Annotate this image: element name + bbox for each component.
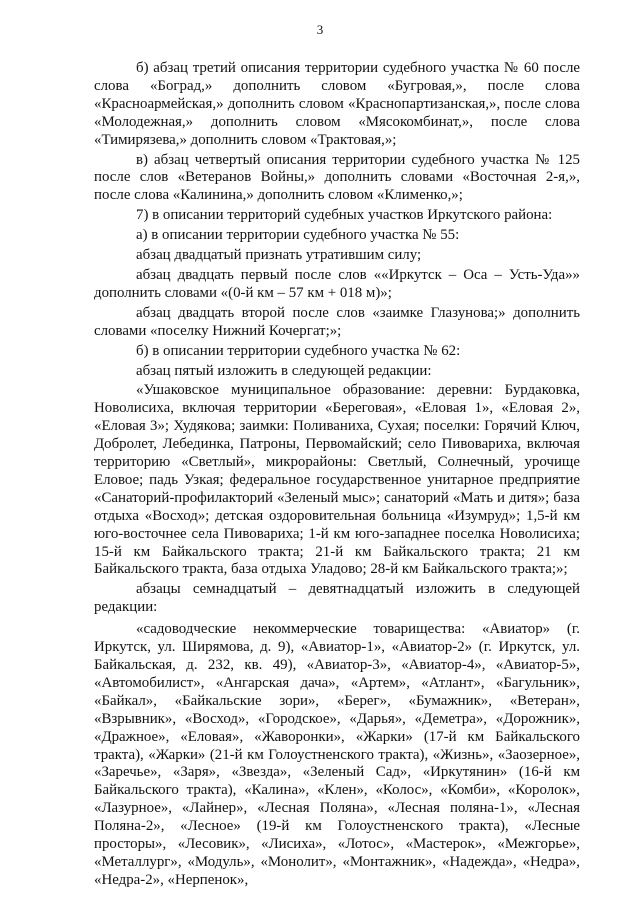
paragraph-62-items-17-19-intro: абзацы семнадцатый – девятнадцатый изложить в следующей редакции:	[94, 581, 580, 616]
page-number: 3	[316, 22, 324, 37]
paragraph-55-item-21: абзац двадцать первый после слов ««Иркутск – Оса – Усть-Уда»» дополнить словами «(0-й км – 57 км + 018 м)»;	[94, 266, 580, 301]
paragraph-garden-partnerships: «садоводческие некоммерческие товарищества: «Авиатор» (г. Иркутск, ул. Ширямова, д. 9), «Авиатор-1», «Авиатор-2» (г. Иркутск, ул. Байкальская, д. 232, кв. 49), «Авиатор-3», «Авиатор-4», «Авиатор-5», «Автомобилист», «Ангарская дача», «Артем», «Атлант», «Багульник», «Байкал», «Байкальские зори», «Берег», «Бумажник», «Ветеран», «Взрывник», «Восход», «Городское», «Дарья», «Деметра», «Дорожник», «Дражное», «Еловая», «Жаворонки», «Жарки» (17-й км Байкальского тракта), «Жарки» (21-й км Голоустненского тракта), «Жизнь», «Заозерное», «Заречье», «Заря», «Звезда», «Зеленый Сад», «Иркутянин» (16-й км Байкальского тракта), «Калина», «Клен», «Колос», «Комби», «Королок», «Лазурное», «Лайнер», «Лесная Поляна», «Лесная поляна-1», «Лесная Поляна-2», «Лесное» (19-й км Голоустненского тракта), «Лесные просторы», «Лесовик», «Лисиха», «Лотос», «Мастерок», «Межгорье», «Металлург», «Модуль», «Монолит», «Монтажник», «Надежда», «Недра», «Недра-2», «Нерпенок»,	[94, 621, 580, 888]
paragraph-60-amendment: б) абзац третий описания территории судебного участка № 60 после слова «Боград,» дополнить словом «Бугровая,», после слова «Красноармейская,» дополнить словом «Краснопартизанская,», после слова «Молодежная,» дополнить словом «Мясокомбинат,», после слова «Тимирязева,» дополнить словом «Трактовая,»;	[94, 60, 580, 148]
document-body	[94, 60, 580, 892]
paragraph-125-amendment: в) абзац четвертый описания территории судебного участка № 125 после слов «Ветеранов Войны,» дополнить словами «Восточная 2-я,», после слова «Калинина,» дополнить словом «Клименко,»;	[94, 151, 580, 204]
paragraph-ushakovskoe-text: «Ушаковское муниципальное образование: деревни: Бурдаковка, Новолисиха, включая территории «Береговая», «Еловая 1», «Еловая 2», «Еловая 3»; Худякова; заимки: Поливаниха, Сухая; поселки: Горячий Ключ, Добролет, Лебединка, Патроны, Первомайский; село Пивовариха, включая территорию «Светлый», микрорайоны: Светлый, Солнечный, урочище Еловое; падь Узкая; федеральное государственное унитарное предприятие «Санаторий-профилакторий «Зеленый мыс»; санаторий «Мать и дитя»; база отдыха «Восход»; детская оздоровительная больница «Изумруд»; 1,5-й км юго-восточнее села Пивовариха; 1-й км юго-западнее поселка Новолисиха; 15-й км Байкальского тракта; 21-й км Байкальского тракта; 21 км Байкальского тракта, база отдыха Уладово; 28-й км Байкальского тракта;»;	[94, 382, 580, 578]
paragraph-62-item-5-intro: абзац пятый изложить в следующей редакции:	[136, 362, 432, 379]
paragraph-55-item-22: абзац двадцать второй после слов «заимке Глазунова;» дополнить словами «поселку Нижний Кочергат;»;	[94, 304, 580, 339]
paragraph-irkutsk-district-heading: 7) в описании территорий судебных участков Иркутского района:	[136, 207, 553, 224]
paragraph-62-heading: б) в описании территории судебного участка № 62:	[136, 342, 461, 359]
paragraph-55-item-20: абзац двадцатый признать утратившим силу;	[136, 247, 422, 264]
paragraph-55-heading: а) в описании территории судебного участка № 55:	[136, 227, 460, 244]
